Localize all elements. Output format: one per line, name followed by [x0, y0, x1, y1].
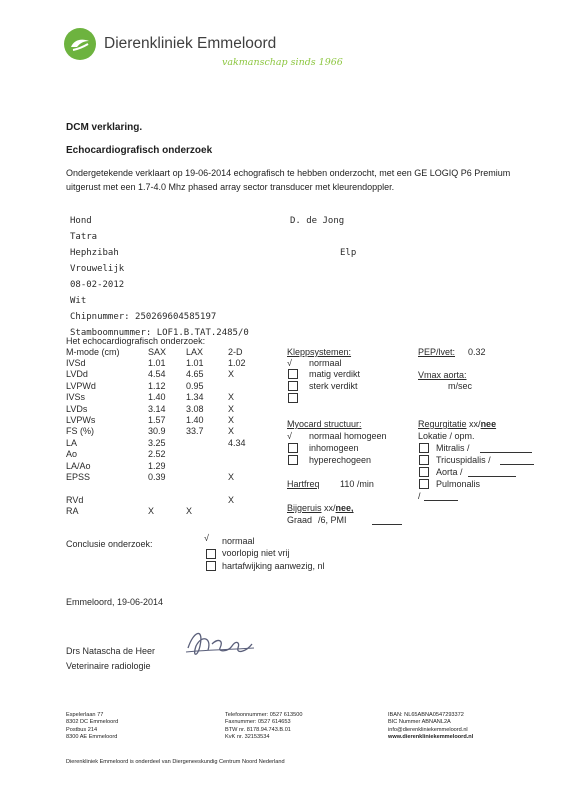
findings-cell: 3.25: [148, 437, 166, 448]
findings-row-label: LA: [66, 437, 78, 448]
findings-cell: 1.40: [186, 415, 204, 425]
findings-cell: 1.01: [186, 358, 204, 368]
valves-option-severe: sterk verdikt: [309, 381, 358, 391]
conclusion-label: Conclusie onderzoek:: [66, 539, 153, 549]
findings-row-label: IVSd: [66, 358, 86, 368]
document-title: DCM verklaring.: [66, 122, 143, 133]
logo-mark-icon: [64, 28, 96, 60]
findings-cell: X: [228, 494, 235, 505]
findings-cell: 30.9: [148, 426, 166, 437]
footer-contact-line: Telefoonnummer: 0527 613500: [225, 712, 303, 718]
valves-option-normal: normaal: [309, 358, 342, 368]
myocard-option-inhom: inhomogeen: [309, 443, 359, 453]
findings-cell: 33.7: [186, 426, 204, 437]
animal-name: Hephzibah: [70, 248, 119, 258]
pulmonalis-label: Pulmonalis: [436, 479, 481, 489]
findings-cell: 1.12: [148, 380, 166, 391]
myocard-heading: Myocard structuur:: [287, 419, 362, 429]
animal-chip: Chipnummer: 250269604585197: [70, 312, 217, 322]
findings-cell: X: [148, 506, 155, 517]
pep-value: 0.32: [468, 347, 486, 357]
vmax-label: Vmax aorta:: [418, 370, 467, 380]
findings-cell: X: [228, 472, 235, 482]
findings-cell: 4.54: [148, 369, 166, 380]
conclusion-option-normal: normaal: [222, 536, 255, 546]
findings-cell: 3.14: [148, 403, 166, 414]
clinic-logo: [64, 28, 96, 60]
findings-cell: 1.01: [148, 358, 166, 368]
findings-row-label: LVPWd: [66, 380, 96, 391]
murmur-grade-value: /6, PMI: [318, 515, 347, 525]
myocard-checkbox-hyper[interactable]: [288, 455, 298, 465]
signature-scribble-icon: [182, 624, 262, 664]
footer-address-line: Postbus 214: [66, 726, 98, 733]
findings-row-label: IVSs: [66, 392, 86, 403]
pep-label: PEP/lvet:: [418, 347, 456, 357]
col-header-mmode: M-mode (cm): [66, 347, 120, 357]
col-header-sax: SAX: [148, 347, 167, 357]
regurgitation-header: [418, 419, 496, 429]
footer-email-link[interactable]: info@dierenkliniekemmeloord.nl: [388, 726, 468, 733]
conclusion-check-normal: √: [204, 533, 209, 543]
footer-address-line: 8302 DC Emmeloord: [66, 719, 119, 726]
tricuspidalis-line: [500, 464, 534, 465]
pulmonalis-slash: /: [418, 491, 421, 501]
animal-sex: Vrouwelijk: [70, 264, 125, 274]
findings-row-label: RVd: [66, 494, 84, 505]
regurgitation-heading: Regurgitatie: [418, 419, 467, 429]
animal-color: Wit: [70, 296, 87, 306]
footer-address-line: Espelerlaan 77: [66, 712, 104, 718]
findings-cell: 1.57: [148, 415, 166, 425]
findings-cell: 1.34: [186, 392, 204, 403]
pulmonalis-checkbox[interactable]: [419, 479, 429, 489]
findings-cell: 3.08: [186, 403, 204, 414]
document-subtitle: Echocardiografisch onderzoek: [66, 145, 213, 156]
regurgitation-location: Lokatie / opm.: [418, 431, 475, 441]
valves-checkbox-severe[interactable]: [288, 381, 298, 391]
findings-cell: X: [228, 369, 235, 380]
findings-cell: 1.02: [228, 358, 246, 368]
regurgitation-prefix: xx/: [469, 419, 481, 429]
clinic-name: Dierenkliniek Emmeloord: [104, 35, 277, 52]
heart-rate-label: Hartfreq: [287, 479, 320, 489]
myocard-checkbox-inhom[interactable]: [288, 443, 298, 453]
myocard-option-normal: normaal homogeen: [309, 431, 387, 441]
regurgitation-nee: nee: [480, 419, 497, 429]
findings-row-label: RA: [66, 506, 79, 517]
murmur-prefix: xx/: [324, 503, 336, 513]
murmur-label: Bijgeruis: [287, 503, 322, 513]
tricuspidalis-checkbox[interactable]: [419, 455, 429, 465]
place-date: Emmeloord, 19-06-2014: [66, 597, 164, 607]
mitralis-line: [480, 452, 532, 453]
footer-contact-line: BTW nr. 8178.94.743.B.01: [225, 726, 291, 733]
footer-disclaimer: Dierenkliniek Emmeloord is onderdeel van Diergeneeskundig Centrum Noord Nederland: [66, 759, 285, 765]
vet-role: Veterinaire radiologie: [66, 661, 151, 671]
heart-rate-value: 110 /min: [340, 479, 374, 489]
findings-cell: X: [228, 392, 235, 403]
valves-heading: Kleppsystemen:: [287, 347, 352, 357]
tricuspidalis-label: Tricuspidalis /: [436, 455, 491, 465]
footer-contact-line: Faxnummer: 0527 614653: [225, 719, 291, 726]
findings-cell: 0.95: [186, 380, 204, 391]
vet-name: Drs Natascha de Heer: [66, 646, 156, 656]
conclusion-checkbox-abnormal[interactable]: [206, 561, 216, 571]
findings-cell: 1.29: [148, 460, 166, 471]
mitralis-label: Mitralis /: [436, 443, 470, 453]
findings-row-label: Ao: [66, 449, 78, 460]
handwritten-signature: [182, 624, 262, 668]
animal-breed: Tatra: [70, 232, 98, 242]
valves-check-normal: √: [287, 358, 292, 368]
vmax-unit: m/sec: [448, 381, 473, 391]
findings-heading: Het echocardiografisch onderzoek:: [66, 336, 206, 346]
valves-option-mild: matig verdikt: [309, 369, 361, 379]
findings-row-label: LVPWs: [66, 415, 96, 425]
findings-row-label: EPSS: [66, 472, 91, 482]
myocard-option-hyper: hyperechogeen: [309, 455, 372, 465]
murmur-grade-label: Graad: [287, 515, 313, 525]
footer-contact-line: KvK nr. 32153534: [225, 734, 270, 741]
animal-species: Hond: [70, 216, 92, 226]
conclusion-checkbox-not-free[interactable]: [206, 549, 216, 559]
findings-cell: 4.65: [186, 369, 204, 380]
footer-bank-line: IBAN: NL65ABNA0547293372: [388, 712, 464, 718]
aorta-label: Aorta /: [436, 467, 463, 477]
clinic-tagline: vakmanschap sinds 1966: [222, 57, 343, 68]
footer-bank-line: BIC Nummer ABNANL2A: [388, 719, 451, 726]
findings-cell: 2.52: [148, 449, 166, 460]
footer-website-link[interactable]: www.dierenkliniekemmeloord.nl: [388, 734, 474, 741]
valves-checkbox-mild[interactable]: [288, 369, 298, 379]
findings-cell: X: [186, 506, 193, 517]
mitralis-checkbox[interactable]: [419, 443, 429, 453]
findings-cell: X: [228, 415, 235, 425]
footer-contact: [225, 712, 302, 742]
footer-address-line: 8300 AE Emmeloord: [66, 734, 118, 741]
findings-row-label: LVDd: [66, 369, 88, 380]
myocard-check-normal: √: [287, 431, 292, 441]
conclusion-option-abnormal: hartafwijking aanwezig, nl: [222, 561, 325, 571]
animal-pedigree: Stamboomnummer: LOF1.B.TAT.2485/0: [70, 328, 249, 338]
murmur-pmi-line: [372, 524, 402, 525]
valves-checkbox-extra[interactable]: [288, 393, 298, 403]
aorta-line: [468, 476, 516, 477]
footer-address: [66, 712, 118, 742]
col-header-2d: 2-D: [228, 347, 243, 357]
conclusion-option-not-free: voorlopig niet vrij: [222, 548, 290, 558]
owner-name: D. de Jong: [290, 216, 345, 226]
intro-paragraph: Ondergetekende verklaart op 19-06-2014 echografisch te hebben onderzocht, met een GE LOGIQ P6 Premium uitgerust met een 1.7-4.0 Mhz phased array sector transducer met kleurendoppler.: [66, 168, 511, 192]
footer-bank: [388, 712, 473, 742]
findings-row-label: LA/Ao: [66, 460, 91, 471]
murmur-nee: nee,: [335, 503, 354, 513]
animal-birth-date: 08-02-2012: [70, 280, 125, 290]
pulmonalis-line: [424, 500, 458, 501]
col-header-lax: LAX: [186, 347, 204, 357]
findings-cell: 1.40: [148, 392, 166, 403]
findings-cell: X: [228, 426, 235, 437]
murmur-row: [287, 503, 354, 513]
aorta-checkbox[interactable]: [419, 467, 429, 477]
findings-cell: X: [228, 403, 235, 414]
owner-place: Elp: [340, 248, 357, 258]
findings-cell: 0.39: [148, 472, 166, 482]
findings-row-label: FS (%): [66, 426, 94, 437]
findings-cell: 4.34: [228, 437, 246, 448]
findings-row-label: LVDs: [66, 403, 88, 414]
